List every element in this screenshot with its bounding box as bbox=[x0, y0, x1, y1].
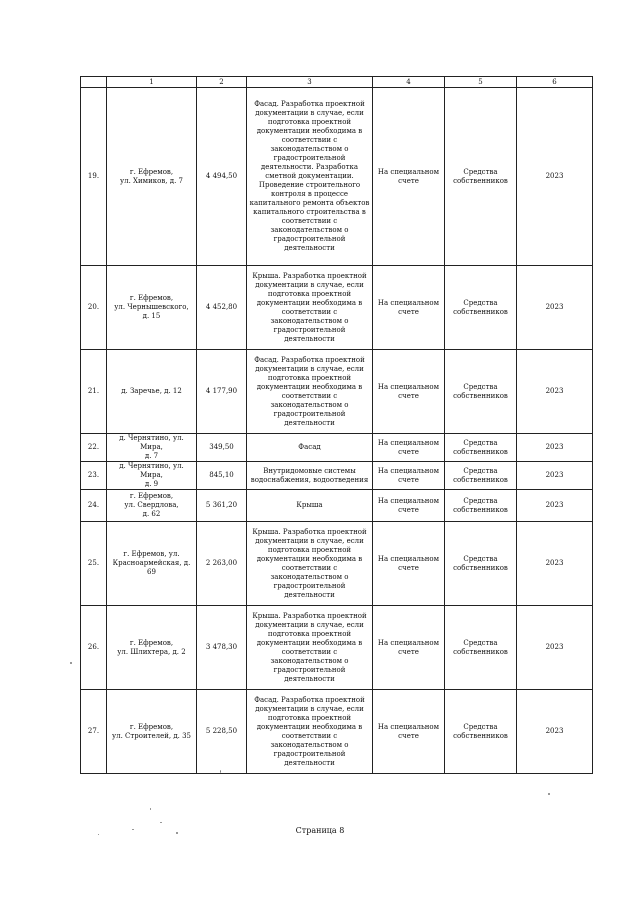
address-cell: г. Ефремов, ул. Чернышевского, д. 15 bbox=[107, 266, 197, 350]
year-cell: 2023 bbox=[517, 350, 593, 434]
row-number: 26. bbox=[81, 606, 107, 690]
address-cell: д. Чернятино, ул. Мира, д. 9 bbox=[107, 462, 197, 490]
account-cell: На специальном счете bbox=[373, 690, 445, 774]
work-type-cell: Крыша bbox=[247, 490, 373, 522]
cost-cell: 2 263,00 bbox=[197, 522, 247, 606]
table-row bbox=[81, 522, 593, 606]
row-number: 22. bbox=[81, 434, 107, 462]
funding-source-cell: Средства собственников bbox=[445, 266, 517, 350]
account-cell: На специальном счете bbox=[373, 350, 445, 434]
cost-cell: 3 478,30 bbox=[197, 606, 247, 690]
table-row bbox=[81, 462, 593, 490]
row-number: 21. bbox=[81, 350, 107, 434]
address-cell: г. Ефремов, ул. Химиков, д. 7 bbox=[107, 88, 197, 266]
column-header bbox=[81, 77, 107, 88]
funding-source-cell: Средства собственников bbox=[445, 522, 517, 606]
row-number: 25. bbox=[81, 522, 107, 606]
row-number: 27. bbox=[81, 690, 107, 774]
address-cell: д. Заречье, д. 12 bbox=[107, 350, 197, 434]
work-type-cell: Фасад. Разработка проектной документации в случае, если подготовка проектной документации необходима в соответствии с законодательством о градостроительной деятельности bbox=[247, 690, 373, 774]
table-row bbox=[81, 266, 593, 350]
work-type-cell: Крыша. Разработка проектной документации в случае, если подготовка проектной документации необходима в соответствии с законодательством о градостроительной деятельности bbox=[247, 606, 373, 690]
account-cell: На специальном счете bbox=[373, 434, 445, 462]
work-type-cell: Внутридомовые системы водоснабжения, водоотведения bbox=[247, 462, 373, 490]
table-row bbox=[81, 490, 593, 522]
cost-cell: 5 228,50 bbox=[197, 690, 247, 774]
row-number: 24. bbox=[81, 490, 107, 522]
column-header: 6 bbox=[517, 77, 593, 88]
year-cell: 2023 bbox=[517, 522, 593, 606]
column-header: 3 bbox=[247, 77, 373, 88]
funding-source-cell: Средства собственников bbox=[445, 350, 517, 434]
account-cell: На специальном счете bbox=[373, 266, 445, 350]
table-row bbox=[81, 88, 593, 266]
address-cell: д. Чернятино, ул. Мира, д. 7 bbox=[107, 434, 197, 462]
column-header: 1 bbox=[107, 77, 197, 88]
scan-speck bbox=[548, 793, 550, 795]
year-cell: 2023 bbox=[517, 690, 593, 774]
work-type-cell: Крыша. Разработка проектной документации в случае, если подготовка проектной документации необходима в соответствии с законодательством о градостроительной деятельности bbox=[247, 522, 373, 606]
column-header: 4 bbox=[373, 77, 445, 88]
cost-cell: 4 452,80 bbox=[197, 266, 247, 350]
address-cell: г. Ефремов, ул. Шлихтера, д. 2 bbox=[107, 606, 197, 690]
table-row bbox=[81, 350, 593, 434]
account-cell: На специальном счете bbox=[373, 490, 445, 522]
column-header: 2 bbox=[197, 77, 247, 88]
funding-source-cell: Средства собственников bbox=[445, 690, 517, 774]
column-header: 5 bbox=[445, 77, 517, 88]
funding-source-cell: Средства собственников bbox=[445, 462, 517, 490]
row-number: 19. bbox=[81, 88, 107, 266]
work-type-cell: Крыша. Разработка проектной документации в случае, если подготовка проектной документации необходима в соответствии с законодательством о градостроительной деятельности bbox=[247, 266, 373, 350]
cost-cell: 4 177,90 bbox=[197, 350, 247, 434]
year-cell: 2023 bbox=[517, 434, 593, 462]
year-cell: 2023 bbox=[517, 462, 593, 490]
address-cell: г. Ефремов, ул. Строителей, д. 35 bbox=[107, 690, 197, 774]
work-type-cell: Фасад. Разработка проектной документации в случае, если подготовка проектной документации необходима в соответствии с законодательством о градостроительной деятельности. Разработка сметной документации. Проведение строительного контроля в процессе капитального ремонта объектов капитального строительства в соответствии с законодательством о градостроительной деятельности bbox=[247, 88, 373, 266]
year-cell: 2023 bbox=[517, 88, 593, 266]
address-cell: г. Ефремов, ул. Красноармейская, д. 69 bbox=[107, 522, 197, 606]
year-cell: 2023 bbox=[517, 266, 593, 350]
cost-cell: 845,10 bbox=[197, 462, 247, 490]
account-cell: На специальном счете bbox=[373, 606, 445, 690]
scan-speck bbox=[150, 808, 151, 810]
account-cell: На специальном счете bbox=[373, 522, 445, 606]
work-type-cell: Фасад. Разработка проектной документации в случае, если подготовка проектной документации необходима в соответствии с законодательством о градостроительной деятельности bbox=[247, 350, 373, 434]
address-cell: г. Ефремов, ул. Свердлова, д. 62 bbox=[107, 490, 197, 522]
row-number: 20. bbox=[81, 266, 107, 350]
account-cell: На специальном счете bbox=[373, 88, 445, 266]
cost-cell: 349,50 bbox=[197, 434, 247, 462]
table-row bbox=[81, 690, 593, 774]
funding-source-cell: Средства собственников bbox=[445, 490, 517, 522]
work-type-cell: Фасад bbox=[247, 434, 373, 462]
funding-source-cell: Средства собственников bbox=[445, 434, 517, 462]
cost-cell: 5 361,20 bbox=[197, 490, 247, 522]
program-table bbox=[80, 76, 593, 774]
year-cell: 2023 bbox=[517, 606, 593, 690]
table-row bbox=[81, 606, 593, 690]
table-row bbox=[81, 434, 593, 462]
scan-speck bbox=[70, 662, 72, 664]
account-cell: На специальном счете bbox=[373, 462, 445, 490]
cost-cell: 4 494,50 bbox=[197, 88, 247, 266]
page-number: Страница 8 bbox=[295, 826, 345, 835]
funding-source-cell: Средства собственников bbox=[445, 606, 517, 690]
column-number-row bbox=[81, 77, 593, 88]
scan-speck bbox=[160, 822, 162, 823]
scan-speck bbox=[220, 770, 221, 773]
year-cell: 2023 bbox=[517, 490, 593, 522]
row-number: 23. bbox=[81, 462, 107, 490]
funding-source-cell: Средства собственников bbox=[445, 88, 517, 266]
